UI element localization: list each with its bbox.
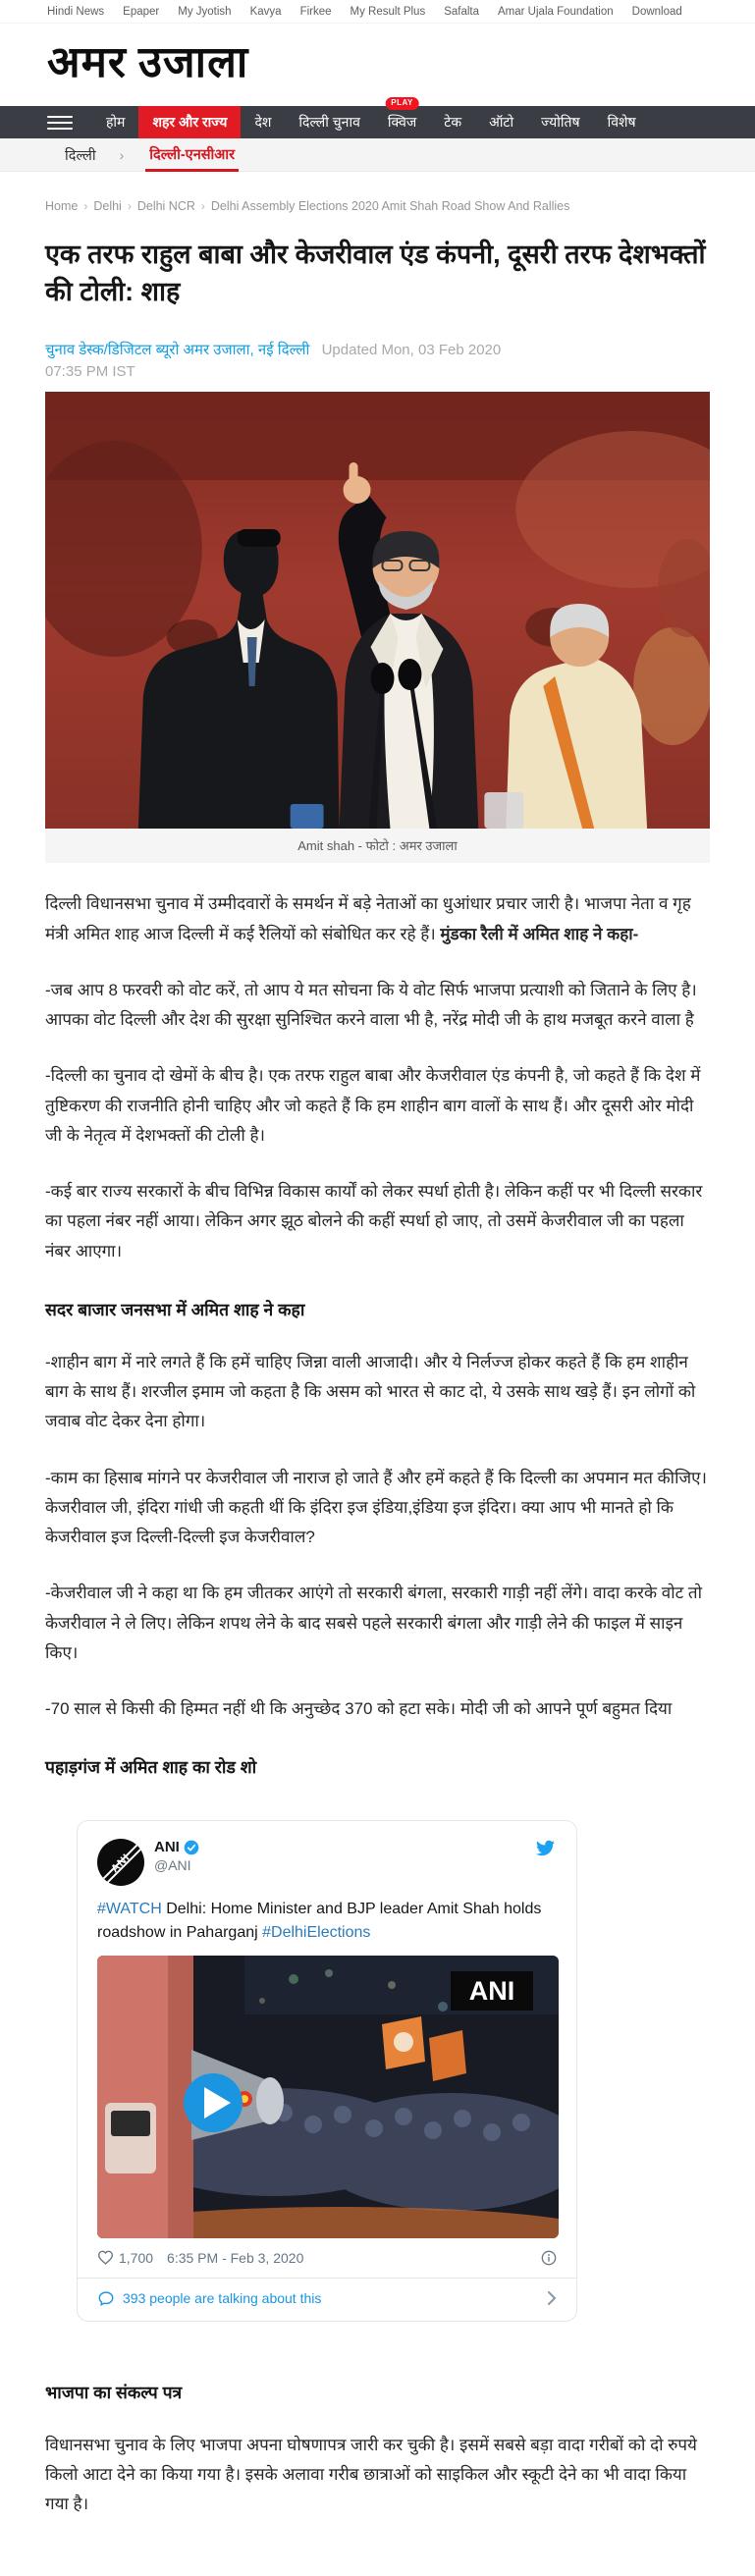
paragraph-4: -कई बार राज्य सरकारों के बीच विभिन्न विकास कार्यों को लेकर स्पर्धा होती है। लेकिन कहीं पर भी दिल्ली सरकार का पहला नंबर नहीं आया। लेकिन अगर झूठ बोलने की कहीं स्पर्धा हो जाए, तो उसमें केजरीवाल जी का पहला नंबर आएगा। [45,1182,703,1261]
breadcrumb-delhi[interactable]: Delhi [93,199,122,214]
nav-item-auto[interactable]: ऑटो [489,114,514,131]
nav-item-quiz-label: क्विज [387,114,417,131]
subnav-item-delhi-ncr[interactable]: दिल्ली-एनसीआर [145,138,239,172]
paragraph-5: -शाहीन बाग में नारे लगते हैं कि हमें चाहिए जिन्ना वाली आजादी। और ये निर्लज्ज होकर कहते हैं कि हम शाहीन बाग के साथ हैं। शरजील इमाम जो कहता है कि असम को भारत से काट दो, ये उसके साथ खड़े हैं। इन लोगों को जवाब वोट देकर देना होगा। [45,1352,696,1431]
topbar-link-firkee[interactable]: Firkee [299,6,332,18]
like-heart-icon[interactable] [97,2250,114,2265]
speech-bubble-icon [97,2290,115,2307]
play-badge: PLAY [385,97,419,110]
image-caption: Amit shah - फोटो : अमर उजाला [45,829,710,863]
tweet-footer [97,2250,557,2266]
paragraph-9: विधानसभा चुनाव के लिए भाजपा अपना घोषणापत्र जारी कर चुकी है। इसमें सबसे बड़ा वादा गरीबों को दो रुपये किलो आटा देने का किया गया है। इसके अलावा गरीब छात्राओं को साइकिल और स्कूटी देने का भी वादा किया गया है। [45,2435,697,2514]
topbar-link-safalta[interactable]: Safalta [444,6,480,18]
breadcrumb-current-page: Delhi Assembly Elections 2020 Amit Shah Road Show And Rallies [210,199,570,214]
breadcrumb [45,172,710,213]
paragraph-1 [45,889,710,949]
byline-author-link[interactable]: चुनाव डेस्क/डिजिटल ब्यूरो अमर उजाला, नई दिल्ली [45,341,310,358]
updated-time: 07:35 PM IST [45,362,135,380]
info-icon[interactable] [541,2250,557,2266]
amar-ujala-logo[interactable]: अमर उजाला [47,38,249,86]
paragraph-7: -केजरीवाल जी ने कहा था कि हम जीतकर आएंगे तो सरकारी बंगला, सरकारी गाड़ी नहीं लेंगे। वादा करके वोट तो केजरीवाल ने ले लिए। लेकिन शपथ लेने के बाद सबसे पहले सरकारी बंगला और गाड़ी लेने की फाइल में साइन किए। [45,1583,703,1662]
nav-item-home[interactable]: होम [106,114,126,131]
article-hero-image [45,392,710,829]
video-watermark: ANI [468,1975,515,2006]
paragraph-8: -70 साल से किसी की हिम्मत नहीं थी कि अनुच्छेद 370 को हटा सके। मोदी जी को आपने पूर्ण बहुमत दिया [45,1699,673,1719]
nav-item-country[interactable]: देश [254,114,272,131]
paragraph-2: -जब आप 8 फरवरी को वोट करें, तो आप ये मत सोचना कि ये वोट सिर्फ भाजपा प्रत्याशी को जिताने के लिए है। आपका वोट दिल्ली और देश की सुरक्षा सुनिश्चित करने वाला भी है, नरेंद्र मोदी जी के हाथ मजबूत करने वाला है [45,980,697,1030]
top-utility-bar [0,0,755,24]
nav-item-delhi-election[interactable]: दिल्ली चुनाव [298,114,360,131]
nav-item-tech[interactable]: टेक [444,114,462,131]
tweet-video-player[interactable] [97,1956,559,2238]
main-navigation [0,98,755,138]
tweet-talking-row[interactable] [97,2279,557,2307]
play-button-icon[interactable] [184,2073,243,2132]
article-body [45,889,710,2519]
hamburger-menu-icon[interactable] [47,106,73,138]
topbar-link-epaper[interactable]: Epaper [123,6,160,18]
article-hero-figure [45,392,710,863]
embedded-tweet [77,1820,577,2321]
breadcrumb-separator: › [200,199,205,214]
nav-item-quiz[interactable] [374,98,430,138]
twitter-bird-icon[interactable] [534,1839,557,1857]
paragraph-1-text: दिल्ली विधानसभा चुनाव में उम्मीदवारों के समर्थन में बड़े नेताओं का धुआंधार प्रचार जारी है। भाजपा नेता व गृह मंत्री अमित शाह आज दिल्ली में कई रैलियों को संबोधित कर रहे हैं। [45,894,691,943]
topbar-link-foundation[interactable]: Amar Ujala Foundation [498,6,614,18]
byline-row [45,340,710,383]
nav-item-city-state[interactable]: शहर और राज्य [138,106,241,138]
tweet-author-name[interactable]: ANI [154,1839,180,1856]
nav-item-special[interactable]: विशेष [607,114,636,131]
subnav-separator: › [119,147,125,164]
verified-badge-icon [184,1840,199,1855]
paragraph-1-bold: मुंडका रैली में अमित शाह ने कहा- [440,924,639,943]
breadcrumb-delhi-ncr[interactable]: Delhi NCR [136,199,195,214]
tweet-text [97,1898,557,1943]
subnav-item-delhi[interactable]: दिल्ली [65,148,96,165]
tweet-timestamp[interactable]: 6:35 PM - Feb 3, 2020 [167,2249,304,2266]
like-count[interactable]: 1,700 [119,2249,154,2266]
paragraph-6: -काम का हिसाब मांगने पर केजरीवाल जी नाराज हो जाते हैं और हमें कहते हैं कि दिल्ली का अपमान मत कीजिए। केजरीवाल जी, इंदिरा गांधी जी कहती थीं कि इंदिरा इज इंडिया,इंडिया इज इंदिरा। क्या आप भी मानते हो कि केजरीवाल इज दिल्ली-दिल्ली इज केजरीवाल? [45,1468,707,1547]
breadcrumb-separator: › [83,199,88,214]
sub-navigation [0,138,755,172]
breadcrumb-home[interactable]: Home [45,199,79,214]
ani-avatar[interactable] [97,1839,144,1886]
topbar-link-my-jyotish[interactable]: My Jyotish [178,6,232,18]
topbar-link-download[interactable]: Download [631,6,682,18]
paragraph-3: -दिल्ली का चुनाव दो खेमों के बीच है। एक तरफ राहुल बाबा और केजरीवाल एंड कंपनी है, जो कहते हैं कि देश में तुष्टिकरण की राजनीति होनी चाहिए और जो कहते हैं कि हम शाहीन बाग वालों के साथ हैं। और दूसरी ओर मोदी जी के नेतृत्व में देशभक्तों की टोली है। [45,1066,701,1145]
hashtag-delhi-elections[interactable]: #DelhiElections [262,1923,371,1941]
topbar-link-kavya[interactable]: Kavya [249,6,282,18]
hashtag-watch[interactable]: #WATCH [97,1901,162,1918]
talking-about-link: 393 people are talking about this [123,2290,322,2307]
tweet-text-body: Delhi: Home Minister and BJP leader Amit Shah holds roadshow in Paharganj [97,1901,542,1941]
tweet-video-thumbnail [97,1956,559,2238]
nav-item-jyotish[interactable]: ज्योतिष [541,114,580,131]
chevron-right-icon [547,2290,557,2306]
section-heading-paharganj: पहाड़गंज में अमित शाह का रोड शो [45,1757,257,1778]
updated-date: Updated Mon, 03 Feb 2020 [321,341,502,358]
section-heading-sankalp-patra: भाजपा का संकल्प पत्र [45,2382,183,2402]
breadcrumb-separator: › [127,199,132,214]
ani-avatar-text: ANI [108,1852,133,1876]
topbar-link-my-result-plus[interactable]: My Result Plus [350,6,426,18]
tweet-author-handle[interactable]: @ANI [154,1857,191,1874]
section-heading-sadar-bazar: सदर बाजार जनसभा में अमित शाह ने कहा [45,1299,305,1319]
topbar-link-hindi-news[interactable]: Hindi News [47,6,105,18]
page-title: एक तरफ राहुल बाबा और केजरीवाल एंड कंपनी, दूसरी तरफ देशभक्तों की टोली: शाह [45,240,706,306]
